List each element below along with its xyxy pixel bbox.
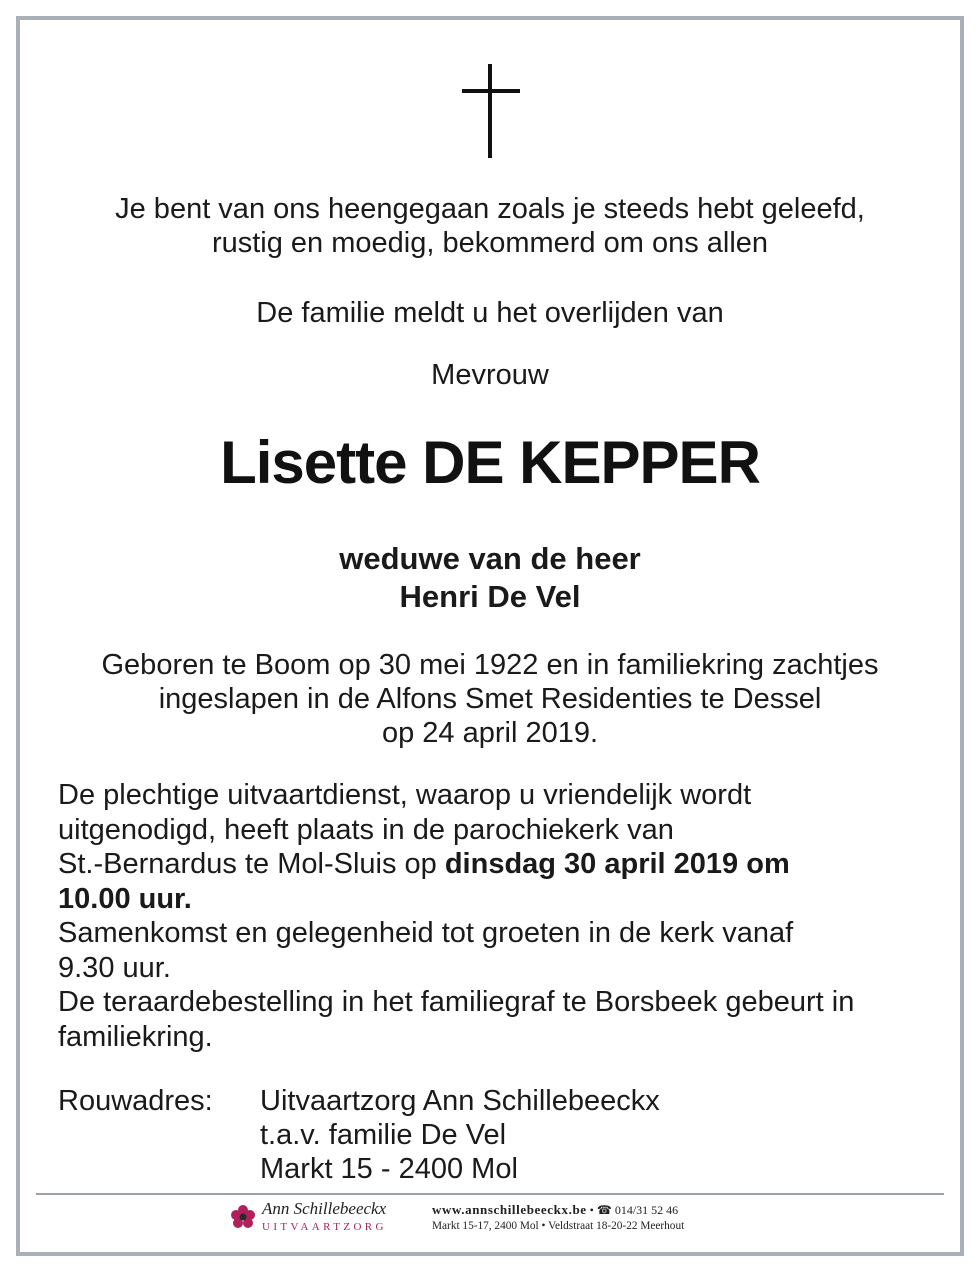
birth-line: ingeslapen in de Alfons Smet Residenties te Dessel: [158, 683, 822, 715]
footer-website[interactable]: www.annschillebeeckx.be: [432, 1202, 587, 1217]
footer-brand-sub: UITVAARTZORG: [262, 1221, 387, 1233]
birth-line: op 24 april 2019.: [381, 717, 599, 749]
service-line: uitgenodigd, heeft plaats in de parochiekerk van: [58, 813, 674, 846]
service-time: 10.00 uur.: [58, 882, 192, 915]
footer-addresses: Markt 15-17, 2400 Mol • Veldstraat 18-20-22 Meerhout: [432, 1220, 685, 1232]
address-line: t.a.v. familie De Vel: [260, 1119, 507, 1151]
rouwadres-address: [260, 1084, 660, 1186]
address-line: Markt 15 - 2400 Mol: [260, 1153, 518, 1185]
birth-line: Geboren te Boom op 30 mei 1922 en in familiekring zachtjes: [101, 649, 879, 681]
announcement: De familie meldt u het overlijden van: [256, 297, 724, 329]
service-line: [58, 882, 854, 917]
service-line: [58, 847, 854, 882]
widow-of: [0, 540, 980, 616]
footer-brand: Ann Schillebeeckx: [262, 1199, 387, 1218]
title: Mevrouw: [431, 359, 549, 391]
service-line: 9.30 uur.: [58, 951, 171, 984]
service-info: [58, 778, 854, 1054]
service-line: De plechtige uitvaartdienst, waarop u vriendelijk wordt: [58, 779, 752, 811]
flower-logo-icon: [230, 1204, 256, 1230]
poem-line: Je bent van ons heengegaan zoals je steeds hebt geleefd,: [115, 193, 865, 225]
spouse-name: Henri De Vel: [399, 579, 581, 614]
service-text: St.-Bernardus te Mol-Sluis op: [58, 848, 445, 880]
widow-line: weduwe van de heer: [339, 541, 641, 576]
footer-contact: [432, 1202, 678, 1218]
footer-divider: [36, 1193, 944, 1195]
rouwadres-label: Rouwadres:: [58, 1085, 213, 1117]
service-line: Samenkomst en gelegenheid tot groeten in de kerk vanaf: [58, 917, 794, 949]
footer-phone: 014/31 52 46: [614, 1203, 679, 1217]
bullet: •: [589, 1203, 594, 1217]
poem: [0, 192, 980, 260]
service-date: dinsdag 30 april 2019 om: [444, 848, 790, 880]
poem-line: rustig en moedig, bekommerd om ons allen: [211, 227, 769, 259]
cross-icon: [462, 64, 520, 158]
service-line: familiekring.: [58, 1020, 213, 1053]
birth-death-info: [0, 648, 980, 750]
deceased-name: Lisette DE KEPPER: [220, 429, 760, 496]
service-line: De teraardebestelling in het familiegraf te Borsbeek gebeurt in: [58, 986, 855, 1018]
address-line: Uitvaartzorg Ann Schillebeeckx: [260, 1085, 660, 1117]
phone-icon: ☎: [596, 1203, 612, 1217]
